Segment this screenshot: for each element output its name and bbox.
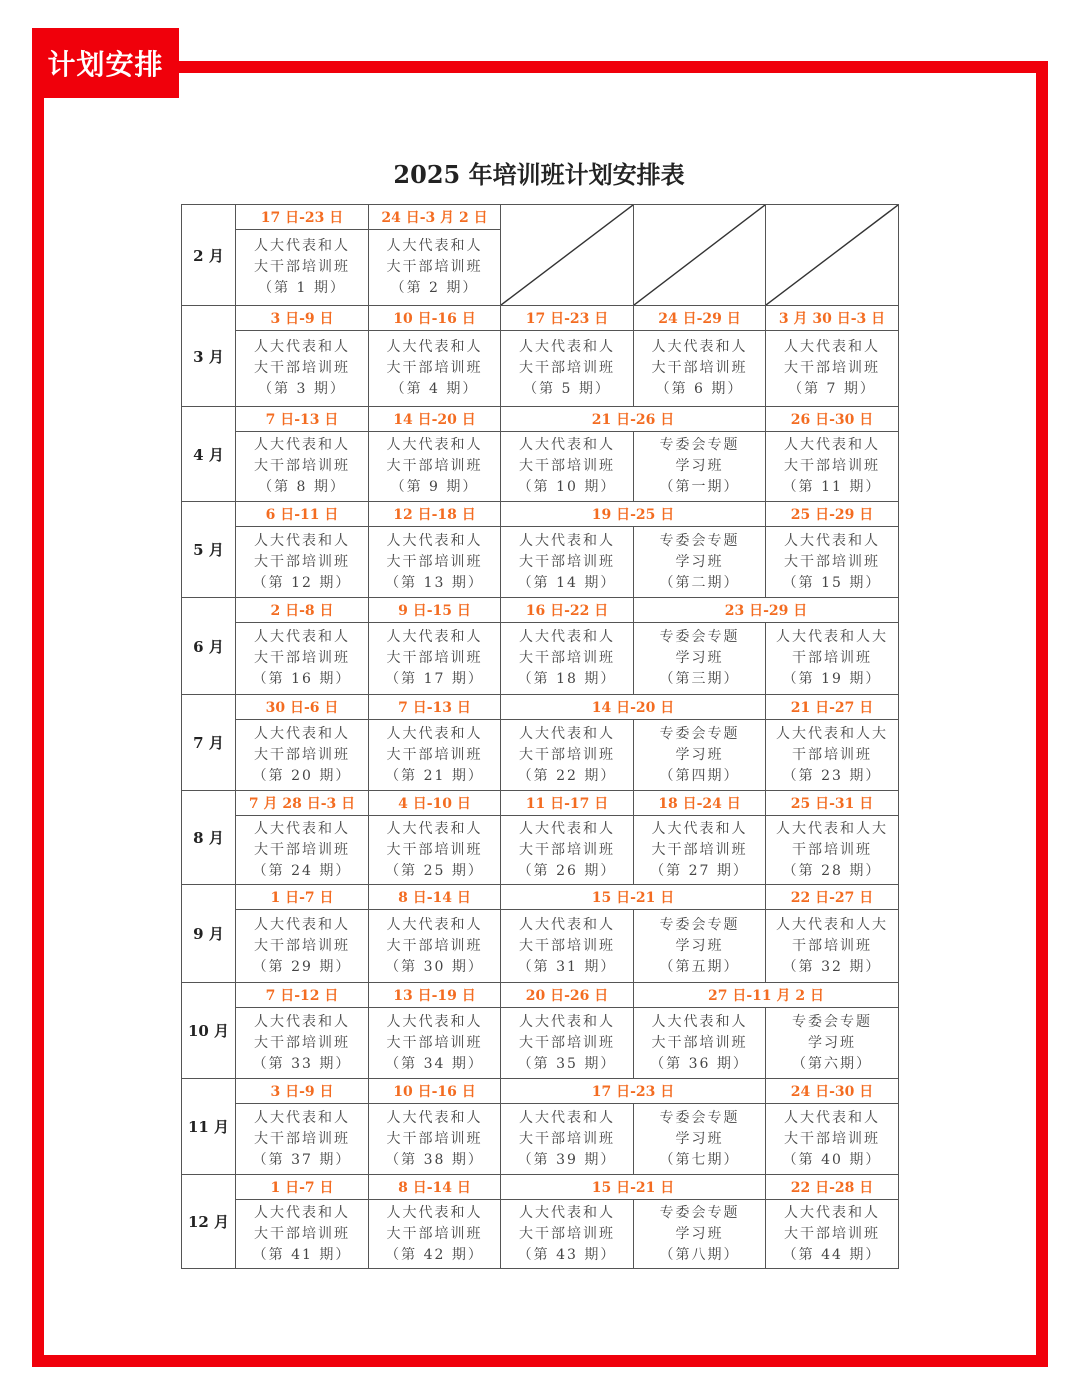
class-cell (236, 527, 369, 598)
class-line: 大干部培训班 (519, 841, 615, 858)
class-line: （第 17 期） (385, 671, 484, 687)
date-range: 10 日-16 日 (369, 306, 501, 331)
date-range: 9 日-15 日 (369, 598, 501, 623)
class-line: （第五期） (659, 958, 740, 975)
date-range: 7 月 28 日-3 日 (236, 791, 369, 816)
date-range: 25 日-29 日 (766, 502, 899, 527)
class-cell (501, 623, 634, 695)
class-line: 人大代表和人 (386, 1013, 483, 1030)
class-line: （第 40 期） (782, 1151, 882, 1168)
date-row (182, 502, 899, 527)
document-title: 2025 年培训班计划安排表 (393, 160, 685, 189)
class-line: 大干部培训班 (254, 937, 350, 954)
class-cell (236, 816, 369, 885)
class-cell (634, 623, 766, 695)
class-line: （第 3 期） (258, 381, 346, 397)
class-cell (766, 1200, 899, 1269)
schedule-table (181, 204, 899, 1269)
class-line: 人大代表和人 (386, 1204, 483, 1221)
date-range: 14 日-20 日 (369, 407, 501, 432)
date-range: 14 日-20 日 (501, 695, 766, 720)
class-line: （第 14 期） (517, 574, 617, 591)
class-line: （第 10 期） (517, 479, 617, 495)
class-cell (634, 331, 766, 407)
date-range: 1 日-7 日 (236, 885, 369, 910)
date-range: 10 日-16 日 (369, 1079, 501, 1104)
section-header-tab: 计划安排 (32, 28, 179, 98)
class-cell (369, 1104, 501, 1175)
class-cell (634, 720, 766, 791)
month-label: 9 月 (182, 885, 236, 983)
month-label: 6 月 (182, 598, 236, 695)
class-cell (634, 1200, 766, 1269)
class-cell (236, 331, 369, 407)
class-line: （第 30 期） (385, 958, 484, 975)
class-line: 人大代表和人 (386, 629, 483, 645)
class-line: （第 21 期） (385, 767, 484, 784)
class-line: （第 7 期） (788, 381, 876, 397)
class-cell (634, 432, 766, 502)
class-line: 人大代表和人 (254, 1013, 350, 1030)
date-range: 3 日-9 日 (236, 1079, 369, 1104)
class-line: （第四期） (659, 767, 740, 784)
class-line: 大干部培训班 (519, 746, 615, 763)
class-line: 大干部培训班 (519, 650, 615, 666)
class-cell (766, 910, 899, 983)
date-range: 7 日-13 日 (236, 407, 369, 432)
class-cell (766, 1104, 899, 1175)
class-line: 大干部培训班 (386, 937, 483, 954)
date-row (182, 1175, 899, 1200)
date-range: 17 日-23 日 (501, 1079, 766, 1104)
class-line: （第 18 期） (517, 671, 617, 687)
date-range: 27 日-11 月 2 日 (634, 983, 899, 1008)
class-row (182, 1200, 899, 1269)
month-label: 8 月 (182, 791, 236, 885)
class-cell (766, 1008, 899, 1079)
class-line: 干部培训班 (792, 937, 872, 954)
class-line: （第 27 期） (650, 862, 749, 879)
class-line: 大干部培训班 (386, 746, 483, 763)
class-line: （第一期） (659, 479, 740, 495)
date-range: 17 日-23 日 (501, 306, 634, 331)
month-label: 3 月 (182, 306, 236, 407)
class-line: 人大代表和人 (651, 820, 748, 837)
class-row (182, 910, 899, 983)
class-cell (369, 432, 501, 502)
class-line: （第 12 期） (252, 574, 352, 591)
class-cell (236, 1200, 369, 1269)
date-row (182, 885, 899, 910)
class-line: 人大代表和人 (254, 339, 350, 355)
date-range: 2 日-8 日 (236, 598, 369, 623)
date-range: 8 日-14 日 (369, 885, 501, 910)
class-line: 专委会专题 (659, 1109, 740, 1126)
class-line: 人大代表和人 (386, 725, 483, 742)
class-row (182, 623, 899, 695)
date-range: 3 月 30 日-3 日 (766, 306, 899, 331)
class-line: 人大代表和人 (254, 820, 350, 837)
class-line: （第 8 期） (258, 479, 346, 495)
class-cell (369, 1008, 501, 1079)
class-line: 大干部培训班 (254, 553, 350, 570)
class-line: （第 9 期） (390, 479, 479, 495)
class-line: （第 37 期） (252, 1151, 352, 1168)
date-row (182, 306, 899, 331)
class-line: 大干部培训班 (254, 458, 350, 474)
class-line: 大干部培训班 (254, 841, 350, 858)
class-line: 人大代表和人 (519, 725, 615, 742)
class-cell (236, 720, 369, 791)
class-line: 学习班 (808, 1034, 856, 1051)
date-range: 15 日-21 日 (501, 1175, 766, 1200)
class-line: （第 32 期） (782, 958, 882, 975)
class-line: （第 44 期） (782, 1246, 882, 1263)
class-line: 大干部培训班 (254, 746, 350, 763)
class-line: 人大代表和人 (386, 532, 483, 549)
class-line: 人大代表和人 (651, 1013, 748, 1030)
class-cell (236, 230, 369, 306)
class-cell (236, 623, 369, 695)
class-line: 专委会专题 (659, 629, 740, 645)
class-line: 干部培训班 (792, 650, 872, 666)
empty-slot (634, 205, 766, 306)
class-line: 大干部培训班 (519, 1130, 615, 1147)
class-line: 人大代表和人大 (776, 820, 888, 837)
class-line: （第 42 期） (385, 1246, 484, 1263)
class-line: （第七期） (659, 1151, 740, 1168)
diagonal-line (634, 205, 765, 305)
date-range: 20 日-26 日 (501, 983, 634, 1008)
date-range: 21 日-26 日 (501, 407, 766, 432)
date-range: 30 日-6 日 (236, 695, 369, 720)
date-range: 24 日-29 日 (634, 306, 766, 331)
class-cell (634, 1104, 766, 1175)
month-label: 10 月 (182, 983, 236, 1079)
class-line: 人大代表和人大 (776, 629, 888, 645)
class-line: 人大代表和人大 (776, 916, 888, 933)
class-line: 人大代表和人 (784, 1109, 880, 1126)
date-range: 16 日-22 日 (501, 598, 634, 623)
class-line: （第 16 期） (252, 671, 352, 687)
class-line: （第 5 期） (523, 381, 611, 397)
class-line: 人大代表和人 (784, 339, 880, 355)
class-line: 人大代表和人 (386, 916, 483, 933)
class-line: 大干部培训班 (784, 1225, 880, 1242)
class-line: 大干部培训班 (386, 650, 483, 666)
class-line: （第 26 期） (517, 862, 617, 879)
date-range: 22 日-28 日 (766, 1175, 899, 1200)
class-line: 大干部培训班 (519, 360, 615, 376)
class-line: 人大代表和人 (519, 916, 615, 933)
class-line: 人大代表和人 (519, 629, 615, 645)
class-line: 大干部培训班 (386, 259, 483, 275)
class-line: 大干部培训班 (386, 458, 483, 474)
month-label: 11 月 (182, 1079, 236, 1175)
class-cell (501, 1008, 634, 1079)
class-line: 大干部培训班 (254, 1034, 350, 1051)
date-row (182, 983, 899, 1008)
class-cell (634, 816, 766, 885)
class-cell (501, 527, 634, 598)
class-cell (236, 1104, 369, 1175)
class-line: 学习班 (675, 458, 724, 474)
class-line: 大干部培训班 (784, 1130, 880, 1147)
class-line: （第六期） (792, 1055, 872, 1072)
class-line: 大干部培训班 (386, 553, 483, 570)
class-cell (369, 527, 501, 598)
class-cell (766, 720, 899, 791)
class-line: （第 29 期） (252, 958, 352, 975)
diagonal-line (501, 205, 633, 305)
class-row (182, 1008, 899, 1079)
class-cell (634, 527, 766, 598)
class-line: 人大代表和人大 (776, 725, 888, 742)
class-cell (766, 331, 899, 407)
date-range: 11 日-17 日 (501, 791, 634, 816)
date-range: 17 日-23 日 (236, 205, 369, 230)
date-range: 26 日-30 日 (766, 407, 899, 432)
class-line: （第 23 期） (782, 767, 882, 784)
class-line: 大干部培训班 (254, 259, 350, 275)
class-line: 大干部培训班 (784, 360, 880, 376)
class-cell (501, 1104, 634, 1175)
class-line: 大干部培训班 (519, 937, 615, 954)
class-line: 大干部培训班 (386, 360, 483, 376)
class-line: （第八期） (659, 1246, 740, 1263)
class-line: 人大代表和人 (386, 238, 483, 254)
class-cell (766, 432, 899, 502)
class-line: （第 34 期） (385, 1055, 484, 1072)
class-line: 人大代表和人 (519, 437, 615, 453)
class-line: 学习班 (675, 1225, 724, 1242)
class-cell (501, 720, 634, 791)
class-line: 人大代表和人 (254, 238, 350, 254)
class-line: （第 1 期） (258, 280, 346, 296)
class-line: 人大代表和人 (254, 629, 350, 645)
class-line: （第 28 期） (782, 862, 882, 879)
class-line: 人大代表和人 (254, 916, 350, 933)
date-row (182, 695, 899, 720)
class-line: （第 25 期） (385, 862, 484, 879)
class-row (182, 816, 899, 885)
class-line: 大干部培训班 (386, 1034, 483, 1051)
date-range: 4 日-10 日 (369, 791, 501, 816)
class-cell (501, 1200, 634, 1269)
date-range: 12 日-18 日 (369, 502, 501, 527)
date-row (182, 205, 899, 230)
class-line: （第 38 期） (385, 1151, 484, 1168)
month-label: 12 月 (182, 1175, 236, 1269)
class-line: 人大代表和人 (519, 1109, 615, 1126)
date-range: 18 日-24 日 (634, 791, 766, 816)
class-cell (369, 230, 501, 306)
class-line: 学习班 (675, 650, 724, 666)
date-range: 22 日-27 日 (766, 885, 899, 910)
class-line: 大干部培训班 (651, 360, 748, 376)
class-line: （第三期） (659, 671, 740, 687)
date-range: 6 日-11 日 (236, 502, 369, 527)
class-line: （第 13 期） (385, 574, 484, 591)
date-row (182, 407, 899, 432)
class-line: （第 43 期） (517, 1246, 617, 1263)
empty-slot (501, 205, 634, 306)
class-line: 大干部培训班 (386, 841, 483, 858)
class-line: 大干部培训班 (386, 1225, 483, 1242)
class-line: 专委会专题 (659, 725, 740, 742)
class-cell (501, 816, 634, 885)
date-range: 13 日-19 日 (369, 983, 501, 1008)
class-line: （第 2 期） (390, 280, 479, 296)
date-row (182, 1079, 899, 1104)
class-row (182, 527, 899, 598)
date-range: 19 日-25 日 (501, 502, 766, 527)
class-row (182, 432, 899, 502)
class-cell (236, 1008, 369, 1079)
class-line: （第 36 期） (650, 1055, 749, 1072)
class-line: 人大代表和人 (784, 1204, 880, 1221)
class-line: 学习班 (675, 553, 724, 570)
date-range: 7 日-12 日 (236, 983, 369, 1008)
empty-slot (766, 205, 899, 306)
class-cell (634, 910, 766, 983)
month-label: 7 月 (182, 695, 236, 791)
class-cell (766, 527, 899, 598)
class-line: （第 19 期） (782, 671, 882, 687)
class-line: （第 35 期） (517, 1055, 617, 1072)
class-cell (501, 331, 634, 407)
class-line: 大干部培训班 (784, 553, 880, 570)
class-cell (236, 432, 369, 502)
class-line: （第 20 期） (252, 767, 352, 784)
class-line: （第 31 期） (517, 958, 617, 975)
class-cell (369, 1200, 501, 1269)
class-line: 大干部培训班 (254, 1225, 350, 1242)
class-row (182, 331, 899, 407)
class-cell (369, 816, 501, 885)
class-line: （第 6 期） (655, 381, 744, 397)
class-row (182, 1104, 899, 1175)
class-line: 学习班 (675, 937, 724, 954)
date-range: 15 日-21 日 (501, 885, 766, 910)
class-cell (501, 910, 634, 983)
class-line: 人大代表和人 (254, 437, 350, 453)
class-line: 人大代表和人 (519, 1013, 615, 1030)
class-line: 人大代表和人 (519, 1204, 615, 1221)
date-row (182, 791, 899, 816)
class-cell (369, 331, 501, 407)
class-line: 人大代表和人 (254, 1109, 350, 1126)
class-line: 大干部培训班 (254, 360, 350, 376)
month-label: 2 月 (182, 205, 236, 306)
class-line: 大干部培训班 (519, 458, 615, 474)
class-line: 大干部培训班 (651, 1034, 748, 1051)
class-line: 大干部培训班 (519, 1034, 615, 1051)
class-line: （第 4 期） (390, 381, 479, 397)
class-line: 大干部培训班 (784, 458, 880, 474)
date-range: 24 日-3 月 2 日 (369, 205, 501, 230)
diagonal-line (766, 205, 898, 305)
class-line: 专委会专题 (659, 1204, 740, 1221)
class-line: 人大代表和人 (519, 339, 615, 355)
class-line: 专委会专题 (659, 916, 740, 933)
class-cell (634, 1008, 766, 1079)
class-line: 大干部培训班 (386, 1130, 483, 1147)
class-row (182, 720, 899, 791)
class-cell (236, 910, 369, 983)
class-cell (369, 720, 501, 791)
class-line: （第 39 期） (517, 1151, 617, 1168)
class-line: 专委会专题 (659, 437, 740, 453)
class-line: 人大代表和人 (386, 339, 483, 355)
class-line: 人大代表和人 (519, 532, 615, 549)
date-range: 23 日-29 日 (634, 598, 899, 623)
class-line: 大干部培训班 (519, 1225, 615, 1242)
class-line: （第 41 期） (252, 1246, 352, 1263)
class-line: 干部培训班 (792, 841, 872, 858)
class-line: （第 22 期） (517, 767, 617, 784)
class-cell (369, 623, 501, 695)
date-range: 3 日-9 日 (236, 306, 369, 331)
class-line: 专委会专题 (792, 1013, 872, 1030)
class-line: （第 33 期） (252, 1055, 352, 1072)
date-range: 24 日-30 日 (766, 1079, 899, 1104)
class-line: （第 24 期） (252, 862, 352, 879)
class-cell (369, 910, 501, 983)
date-range: 8 日-14 日 (369, 1175, 501, 1200)
class-cell (766, 816, 899, 885)
class-line: 大干部培训班 (651, 841, 748, 858)
class-cell (766, 623, 899, 695)
class-line: （第 15 期） (782, 574, 882, 591)
class-line: 学习班 (675, 746, 724, 763)
date-range: 7 日-13 日 (369, 695, 501, 720)
class-line: 人大代表和人 (519, 820, 615, 837)
class-line: 人大代表和人 (386, 1109, 483, 1126)
date-range: 25 日-31 日 (766, 791, 899, 816)
class-line: 人大代表和人 (784, 532, 880, 549)
class-line: 人大代表和人 (386, 820, 483, 837)
class-line: 干部培训班 (792, 746, 872, 763)
class-cell (501, 432, 634, 502)
class-line: 大干部培训班 (254, 650, 350, 666)
class-line: 人大代表和人 (386, 437, 483, 453)
class-line: 人大代表和人 (651, 339, 748, 355)
date-row (182, 598, 899, 623)
class-line: 专委会专题 (659, 532, 740, 549)
date-range: 21 日-27 日 (766, 695, 899, 720)
class-line: 人大代表和人 (254, 725, 350, 742)
date-range: 1 日-7 日 (236, 1175, 369, 1200)
month-label: 5 月 (182, 502, 236, 598)
class-line: （第二期） (659, 574, 740, 591)
class-line: 大干部培训班 (519, 553, 615, 570)
class-line: 人大代表和人 (784, 437, 880, 453)
class-line: 大干部培训班 (254, 1130, 350, 1147)
class-line: （第 11 期） (782, 479, 882, 495)
class-line: 学习班 (675, 1130, 724, 1147)
class-line: 人大代表和人 (254, 532, 350, 549)
class-line: 人大代表和人 (254, 1204, 350, 1221)
month-label: 4 月 (182, 407, 236, 502)
